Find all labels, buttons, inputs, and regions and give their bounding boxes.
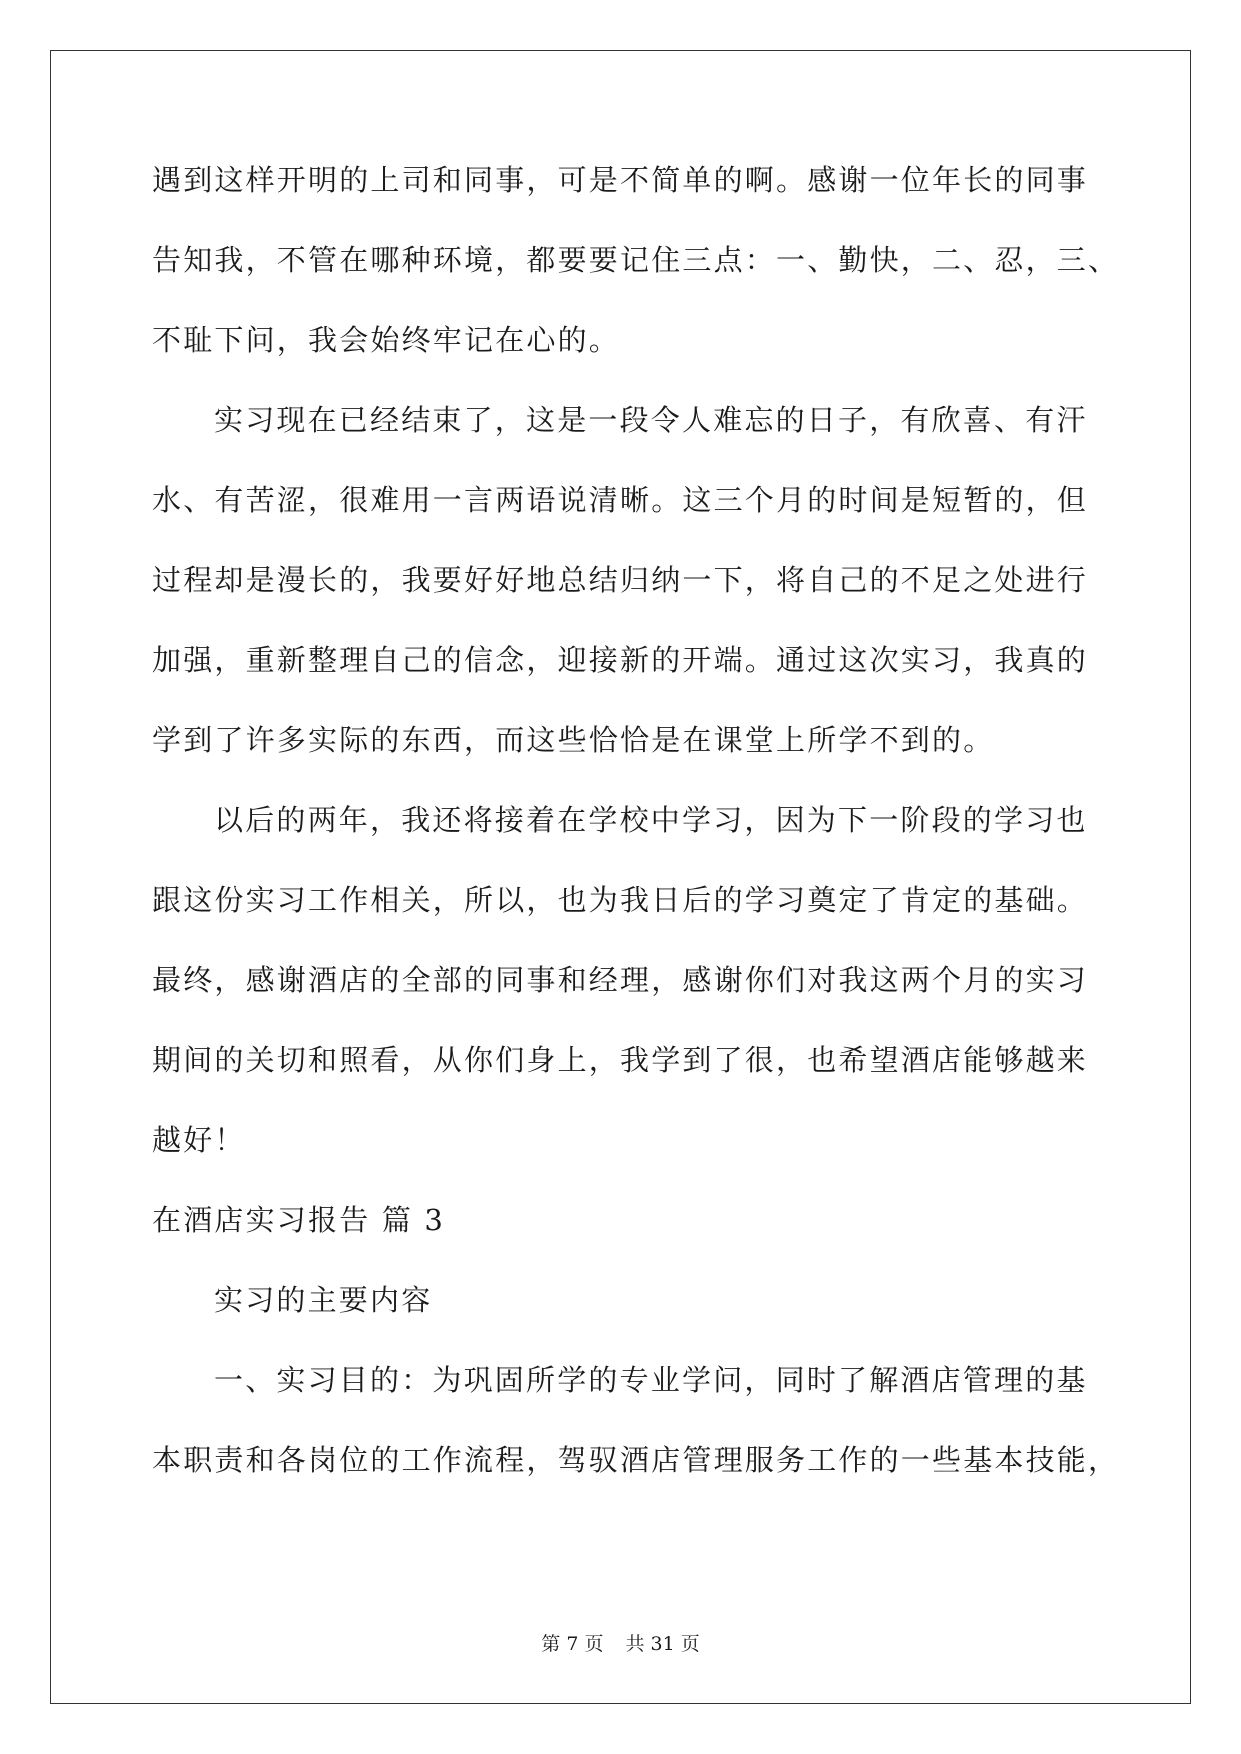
text-line: 跟这份实习工作相关，所以，也为我日后的学习奠定了肯定的基础。 [152, 883, 1089, 917]
text-line: 加强，重新整理自己的信念，迎接新的开端。通过这次实习，我真的 [152, 643, 1089, 677]
paragraph-start-line: 以后的两年，我还将接着在学校中学习，因为下一阶段的学习也 [214, 803, 1088, 837]
text-line: 学到了许多实际的东西，而这些恰恰是在课堂上所学不到的。 [152, 723, 995, 757]
text-line: 越好！ [152, 1123, 246, 1157]
section-heading: 在酒店实习报告 篇 3 [152, 1203, 446, 1237]
paragraph-start-line: 一、实习目的：为巩固所学的专业学问，同时了解酒店管理的基 [214, 1363, 1088, 1397]
total-pages: 共 31 页 [625, 1633, 700, 1655]
text-line: 水、有苦涩，很难用一言两语说清晰。这三个月的时间是短暂的，但 [152, 483, 1089, 517]
text-line: 遇到这样开明的上司和同事，可是不简单的啊。感谢一位年长的同事 [152, 163, 1089, 197]
page-footer [0, 1632, 1241, 1656]
subheading: 实习的主要内容 [214, 1283, 433, 1317]
text-line: 告知我，不管在哪种环境，都要要记住三点：一、勤快，二、忍，三、 [152, 243, 1120, 277]
text-line: 不耻下问，我会始终牢记在心的。 [152, 323, 621, 357]
paragraph-start-line: 实习现在已经结束了，这是一段令人难忘的日子，有欣喜、有汗 [214, 403, 1088, 437]
page-number: 第 7 页 [541, 1633, 604, 1655]
text-line: 本职责和各岗位的工作流程，驾驭酒店管理服务工作的一些基本技能， [152, 1443, 1120, 1477]
text-line: 期间的关切和照看，从你们身上，我学到了很，也希望酒店能够越来 [152, 1043, 1089, 1077]
text-line: 过程却是漫长的，我要好好地总结归纳一下，将自己的不足之处进行 [152, 563, 1089, 597]
text-line: 最终，感谢酒店的全部的同事和经理，感谢你们对我这两个月的实习 [152, 963, 1089, 997]
